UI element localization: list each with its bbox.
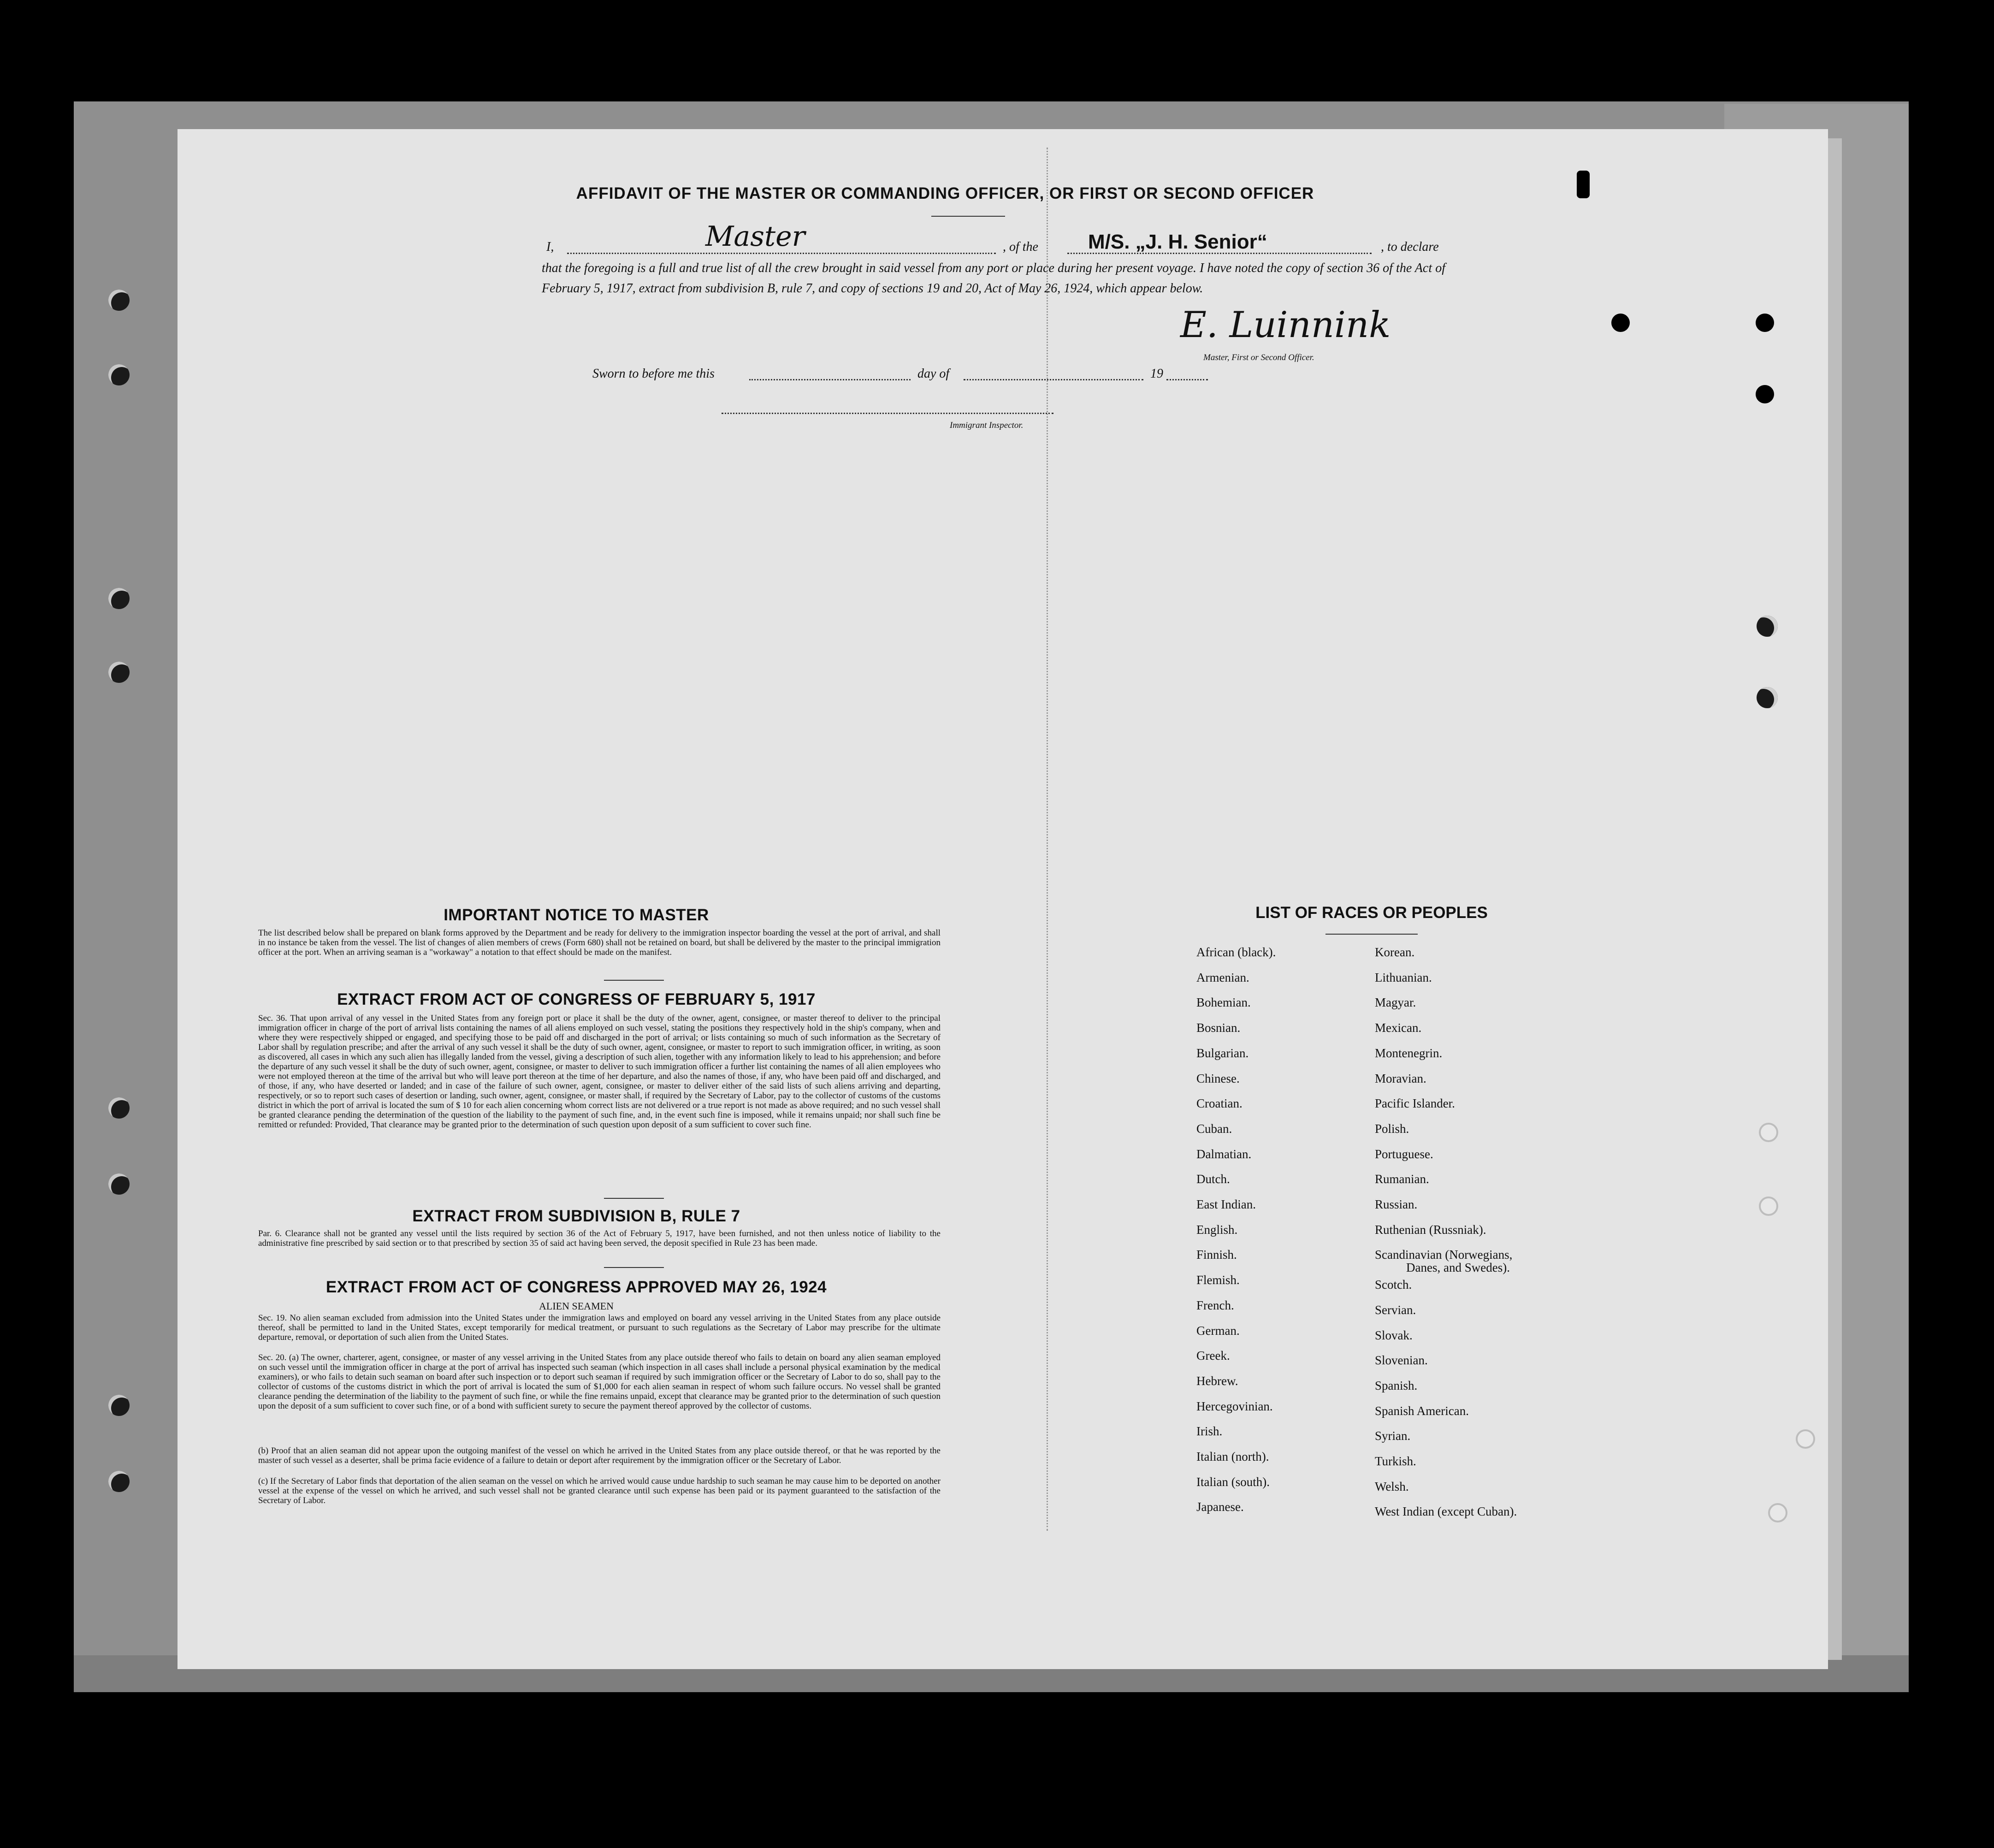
divider	[604, 1267, 664, 1268]
binder-hole	[1759, 1196, 1778, 1216]
race-item: Dalmatian.	[1196, 1147, 1252, 1161]
center-fold	[1047, 148, 1051, 1531]
divider	[931, 216, 1005, 217]
binder-hole	[108, 1471, 130, 1492]
race-item: Ruthenian (Russniak).	[1375, 1222, 1486, 1237]
extract-1924-sec20a: Sec. 20. (a) The owner, charterer, agent, consignee, or master of any vessel arriving in the United States from any place outside thereof who fails to detain on board any alien seaman employed on such vessel until the immigration officer in charge at the port of arrival has inspected such seaman (which inspection in all cases shall include a personal physical examination by the medical examiners), or who fails to detain such seaman on board after such inspection or to deport such seaman if required by such immigration officer or the Secretary of Labor to do so, shall pay to the collector of customs of the customs district in which the port of arrival is located the sum of $1,000 for each alien seaman in respect of whom such failure occurs. No vessel shall be granted clearance pending the determination of the liability to the payment of such fine, or while the fine remains unpaid, except that clearance may be granted prior to the determination of such question upon the deposit of a sum sufficient to cover such fine, or of a bond with sufficient surety to secure the payment thereof approved by the collector of customs.	[258, 1353, 941, 1411]
race-item: English.	[1196, 1222, 1238, 1237]
binder-hole	[108, 662, 130, 683]
extract-rule7-title: EXTRACT FROM SUBDIVISION B, RULE 7	[412, 1207, 740, 1225]
race-item: Bosnian.	[1196, 1021, 1241, 1035]
binder-hole	[108, 1173, 130, 1195]
race-item: Hercegovinian.	[1196, 1399, 1273, 1413]
officer-handwritten: Master	[705, 220, 805, 253]
sworn-day-line	[749, 379, 911, 380]
binder-hole	[1796, 1429, 1815, 1449]
race-item: Croatian.	[1196, 1096, 1243, 1111]
punch-hole	[1611, 314, 1630, 332]
binder-hole	[1759, 1123, 1778, 1142]
ink-mark	[1577, 171, 1590, 198]
punch-hole	[1756, 385, 1774, 403]
race-item: French.	[1196, 1298, 1234, 1312]
race-item: Japanese.	[1196, 1500, 1244, 1514]
inspector-signature-line	[722, 413, 1053, 414]
race-item: Bohemian.	[1196, 995, 1251, 1010]
race-item: African (black).	[1196, 945, 1276, 959]
page-shadow	[1828, 138, 1842, 1660]
affidavit-title: AFFIDAVIT OF THE MASTER OR COMMANDING OFFICER, OR FIRST OR SECOND OFFICER	[576, 184, 1314, 202]
race-item: Mexican.	[1375, 1021, 1422, 1035]
race-item: Rumanian.	[1375, 1172, 1429, 1186]
extract-1924-sec20c: (c) If the Secretary of Labor finds that deportation of the alien seaman on the vessel on which he arrived would cause undue hardship to such seaman he may cause him to be deported on another vessel at the expense of the vessel on which he arrived, and such vessel shall not be granted clearance until such expense has been paid or its payment guaranteed to the satisfaction of the Secretary of Labor.	[258, 1476, 941, 1505]
extract-1917-title: EXTRACT FROM ACT OF CONGRESS OF FEBRUARY 5, 1917	[337, 990, 816, 1008]
race-item: Magyar.	[1375, 995, 1416, 1010]
pronoun: I,	[546, 240, 554, 254]
race-item: Russian.	[1375, 1197, 1418, 1211]
signature-caption: Master, First or Second Officer.	[1203, 353, 1314, 362]
race-item: Greek.	[1196, 1349, 1230, 1363]
punch-hole	[1756, 314, 1774, 332]
extract-1917-body: Sec. 36. That upon arrival of any vessel in the United States from any foreign port or place it shall be the duty of the owner, agent, consignee, or master thereof to deliver to the principal immigration officer in charge of the port of arrival lists containing the names of all aliens employed on such vessel, stating the positions they respectively hold in the ship's company, when and where they were respectively shipped or engaged, and specifying those to be paid off and discharged in the port of arrival; or lists containing so much of such information as the Secretary of Labor shall by regulation prescribe; and after the arrival of any such vessel it shall be the duty of such owner, agent, consignee, or master to report to such immigration officer, in writing, as soon as discovered, all cases in which any such alien has illegally landed from the vessel, giving a description of such alien, together with any information likely to lead to his apprehension; and before the departure of any such vessel it shall be the duty of such owner, agent, consignee, or master to deliver to such immigration officer a further list containing the names of all alien employees who were not employed thereon at the time of the arrival but who will leave port thereon at the time of her departure, and also the names of those, if any, who have been paid off and discharged, and of those, if any, who have deserted or landed; and in case of the failure of such owner, agent, consignee, or master to deliver either of the said lists of such aliens arriving and departing, respectively, or so to report such cases of desertion or landing, such owner, agent, consignee, or master shall, if required by the Secretary of Labor, pay to the collector of customs of the customs district in which the port of arrival is located the sum of $ 10 for each alien concerning whom correct lists are not delivered or a true report is not made as above required; and no such vessel shall be granted clearance pending the determination of the question of the liability to the payment of such fine, and, in the event such fine is imposed, while it remains unpaid; nor shall such fine be remitted or refunded: Provided, That clearance may be granted prior to the determination of such question upon deposit of a sum sufficient to cover such fine.	[258, 1013, 941, 1130]
binder-hole	[108, 588, 130, 609]
extract-1924-subtitle: ALIEN SEAMEN	[539, 1300, 614, 1312]
race-item: Lithuanian.	[1375, 970, 1432, 984]
race-item: Finnish.	[1196, 1248, 1237, 1262]
races-title: LIST OF RACES OR PEOPLES	[1255, 904, 1488, 922]
race-item: German.	[1196, 1323, 1240, 1338]
race-item: Welsh.	[1375, 1479, 1409, 1493]
divider	[604, 1198, 664, 1199]
day-of-label: day of	[917, 367, 950, 381]
of-the-label: , of the	[1003, 240, 1038, 254]
race-item: Polish.	[1375, 1121, 1409, 1136]
to-declare-label: , to declare	[1381, 240, 1439, 254]
race-item: Montenegrin.	[1375, 1046, 1443, 1060]
binder-hole	[108, 1395, 130, 1416]
race-item: Turkish.	[1375, 1454, 1416, 1468]
race-item: Irish.	[1196, 1424, 1223, 1439]
inspector-caption: Immigrant Inspector.	[950, 421, 1024, 430]
document-page	[178, 129, 1828, 1669]
race-item: Cuban.	[1196, 1121, 1232, 1136]
race-item: Spanish American.	[1375, 1404, 1469, 1418]
binder-hole	[108, 290, 130, 311]
race-item: Syrian.	[1375, 1429, 1411, 1443]
race-item: Chinese.	[1196, 1071, 1240, 1085]
race-item: Dutch.	[1196, 1172, 1230, 1186]
race-item: Flemish.	[1196, 1273, 1240, 1287]
binder-hole	[1757, 687, 1778, 708]
notice-body: The list described below shall be prepared on blank forms approved by the Department and be ready for delivery to the immigration inspector boarding the vessel at the port of arrival, and shall in no instance be taken from the vessel. The list of changes of alien members of crews (Form 680) shall not be retained on board, but shall be delivered by the master to the principal immigration officer at the port. When an arriving seaman is a "workaway" a notation to that effect should be made on the manifest.	[258, 928, 941, 957]
sworn-month-line	[964, 379, 1143, 380]
affidavit-body: that the foregoing is a full and true list of all the crew brought in said vessel from any port or place during her present voyage. I have noted the copy of section 36 of the Act of February 5, 1917, extract from subdivision B, rule 7, and copy of sections 19 and 20, Act of May 26, 1924, which appear below.	[542, 261, 1445, 296]
sworn-label: Sworn to before me this	[592, 367, 715, 381]
race-item: Servian.	[1375, 1303, 1416, 1317]
notice-title: IMPORTANT NOTICE TO MASTER	[444, 906, 709, 924]
divider	[1325, 934, 1418, 935]
race-item: Portuguese.	[1375, 1147, 1433, 1161]
divider	[604, 980, 664, 981]
extract-1924-sec20b: (b) Proof that an alien seaman did not appear upon the outgoing manifest of the vessel on which he arrived in the United States from any place outside thereof, or that he was reported by the master of such vessel as a deserter, shall be prima facie evidence of a failure to detain or deport after requirement by the immigration officer or the Secretary of Labor.	[258, 1446, 941, 1465]
binder-hole	[108, 364, 130, 385]
race-item: Scotch.	[1375, 1278, 1412, 1292]
race-item: Danes, and Swedes).	[1406, 1261, 1510, 1275]
race-item: Hebrew.	[1196, 1374, 1238, 1388]
race-item: Scandinavian (Norwegians,	[1375, 1248, 1513, 1262]
extract-rule7-body: Par. 6. Clearance shall not be granted any vessel until the lists required by section 36 of the Act of February 5, 1917, have been furnished, and not then unless notice of liability to the administrative fine prescribed by said section or to that prescribed by section 35 of said act having been served, the deposit specified in Rule 23 has been made.	[258, 1229, 941, 1248]
race-item: Slovak.	[1375, 1328, 1413, 1342]
race-item: Italian (south).	[1196, 1475, 1270, 1489]
race-item: Moravian.	[1375, 1071, 1426, 1085]
race-item: Slovenian.	[1375, 1353, 1428, 1368]
race-item: Spanish.	[1375, 1378, 1418, 1392]
race-item: East Indian.	[1196, 1197, 1256, 1211]
officer-field-line	[567, 253, 996, 254]
binder-hole	[1768, 1503, 1787, 1522]
race-item: Bulgarian.	[1196, 1046, 1249, 1060]
race-item: West Indian (except Cuban).	[1375, 1504, 1517, 1519]
sworn-year-line	[1166, 379, 1208, 380]
race-item: Pacific Islander.	[1375, 1096, 1455, 1111]
binder-hole	[1757, 616, 1778, 637]
year-prefix: 19	[1150, 367, 1163, 381]
extract-1924-sec19: Sec. 19. No alien seaman excluded from admission into the United States under the immigration laws and employed on board any vessel arriving in the United States from any place outside thereof, shall be permitted to land in the United States, except temporarily for medical treatment, or pursuant to such regulations as the Secretary of Labor may prescribe for the ultimate departure, removal, or deportation of such alien from the United States.	[258, 1313, 941, 1342]
officer-signature: E. Luinnink	[1180, 304, 1391, 346]
binder-hole	[108, 1097, 130, 1119]
race-item: Italian (north).	[1196, 1450, 1269, 1463]
race-item: Korean.	[1375, 945, 1415, 959]
extract-1924-title: EXTRACT FROM ACT OF CONGRESS APPROVED MAY 26, 1924	[325, 1278, 827, 1296]
race-item: Armenian.	[1196, 970, 1249, 984]
vessel-name: M/S. „J. H. Senior“	[1088, 231, 1267, 253]
